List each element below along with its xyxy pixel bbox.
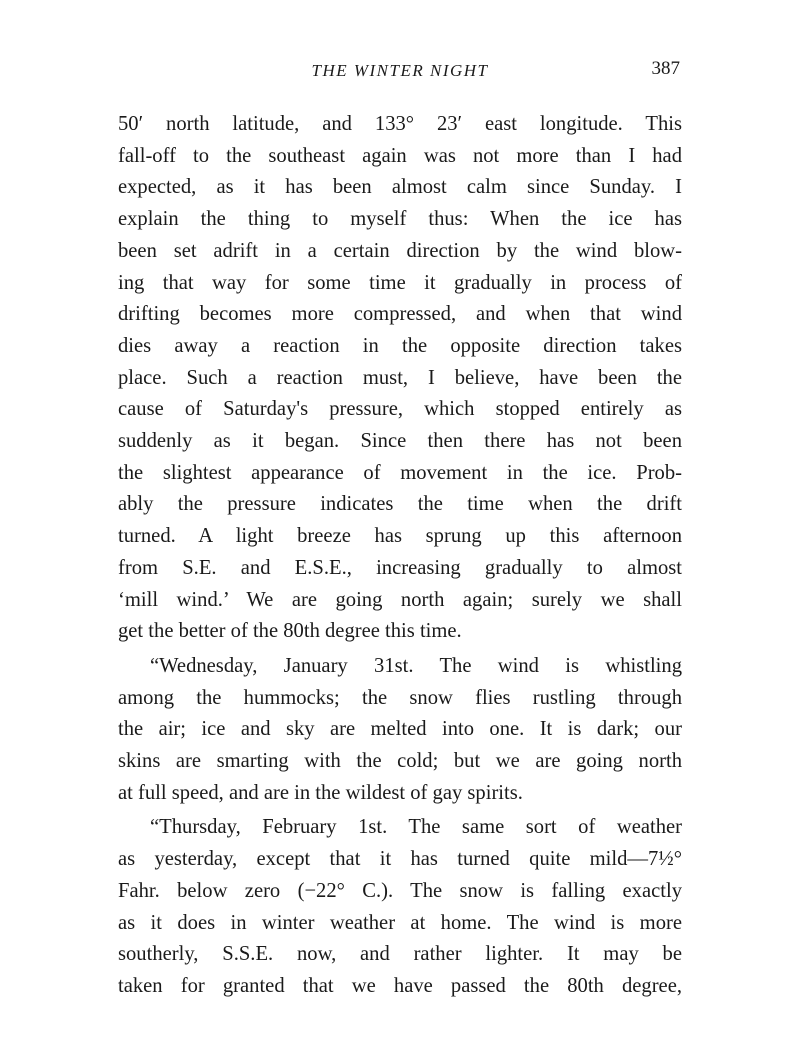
- text-line: at full speed, and are in the wildest of gay spirits.: [118, 781, 523, 804]
- text-line: expected, as it has been almost calm since Sunday. I: [118, 176, 682, 199]
- running-title: THE WINTER NIGHT: [311, 61, 489, 80]
- text-line: ‘mill wind.’ We are going north again; surely we shall: [118, 588, 682, 611]
- text-line: the air; ice and sky are melted into one. It is dark; our: [118, 718, 682, 741]
- text-line: 50′ north latitude, and 133° 23′ east longitude. This: [118, 113, 682, 135]
- book-page: [118, 55, 682, 1003]
- text-line: explain the thing to myself thus: When the ice has: [118, 208, 682, 231]
- text-line: “Wednesday, January 31st. The wind is whistling: [150, 654, 682, 677]
- text-line: dies away a reaction in the opposite direction takes: [118, 334, 682, 357]
- text-line: been set adrift in a certain direction by the wind blow-: [118, 239, 682, 262]
- text-line: get the better of the 80th degree this time.: [118, 620, 462, 643]
- text-line: fall-off to the southeast again was not more than I had: [118, 144, 682, 167]
- text-line: ing that way for some time it gradually in process of: [118, 271, 682, 294]
- text-line: Fahr. below zero (−22° C.). The snow is falling exactly: [118, 879, 682, 902]
- paragraph-continuation: [118, 109, 682, 648]
- text-line: suddenly as it began. Since then there has not been: [118, 430, 682, 453]
- text-line: “Thursday, February 1st. The same sort of weather: [150, 816, 682, 839]
- text-line: as yesterday, except that it has turned quite mild—7½°: [118, 848, 682, 871]
- text-line: taken for granted that we have passed the 80th degree,: [118, 974, 682, 997]
- text-line: cause of Saturday's pressure, which stopped entirely as: [118, 398, 682, 421]
- text-line: the slightest appearance of movement in the ice. Prob-: [118, 461, 682, 484]
- text-line: place. Such a reaction must, I believe, have been the: [118, 366, 682, 389]
- text-line: skins are smarting with the cold; but we are going north: [118, 750, 682, 773]
- text-line: southerly, S.S.E. now, and rather lighter. It may be: [118, 943, 682, 966]
- text-line: among the hummocks; the snow flies rustling through: [118, 686, 682, 709]
- paragraph-wednesday: [118, 651, 682, 810]
- running-head: [118, 55, 682, 91]
- text-line: drifting becomes more compressed, and when that wind: [118, 303, 682, 326]
- text-line: as it does in winter weather at home. The wind is more: [118, 911, 682, 934]
- text-line: ably the pressure indicates the time when the drift: [118, 493, 682, 516]
- paragraph-thursday: [118, 812, 682, 1002]
- body-text: [118, 109, 682, 1003]
- page-number: 387: [651, 58, 680, 79]
- text-line: from S.E. and E.S.E., increasing gradually to almost: [118, 556, 682, 579]
- text-line: turned. A light breeze has sprung up this afternoon: [118, 525, 682, 548]
